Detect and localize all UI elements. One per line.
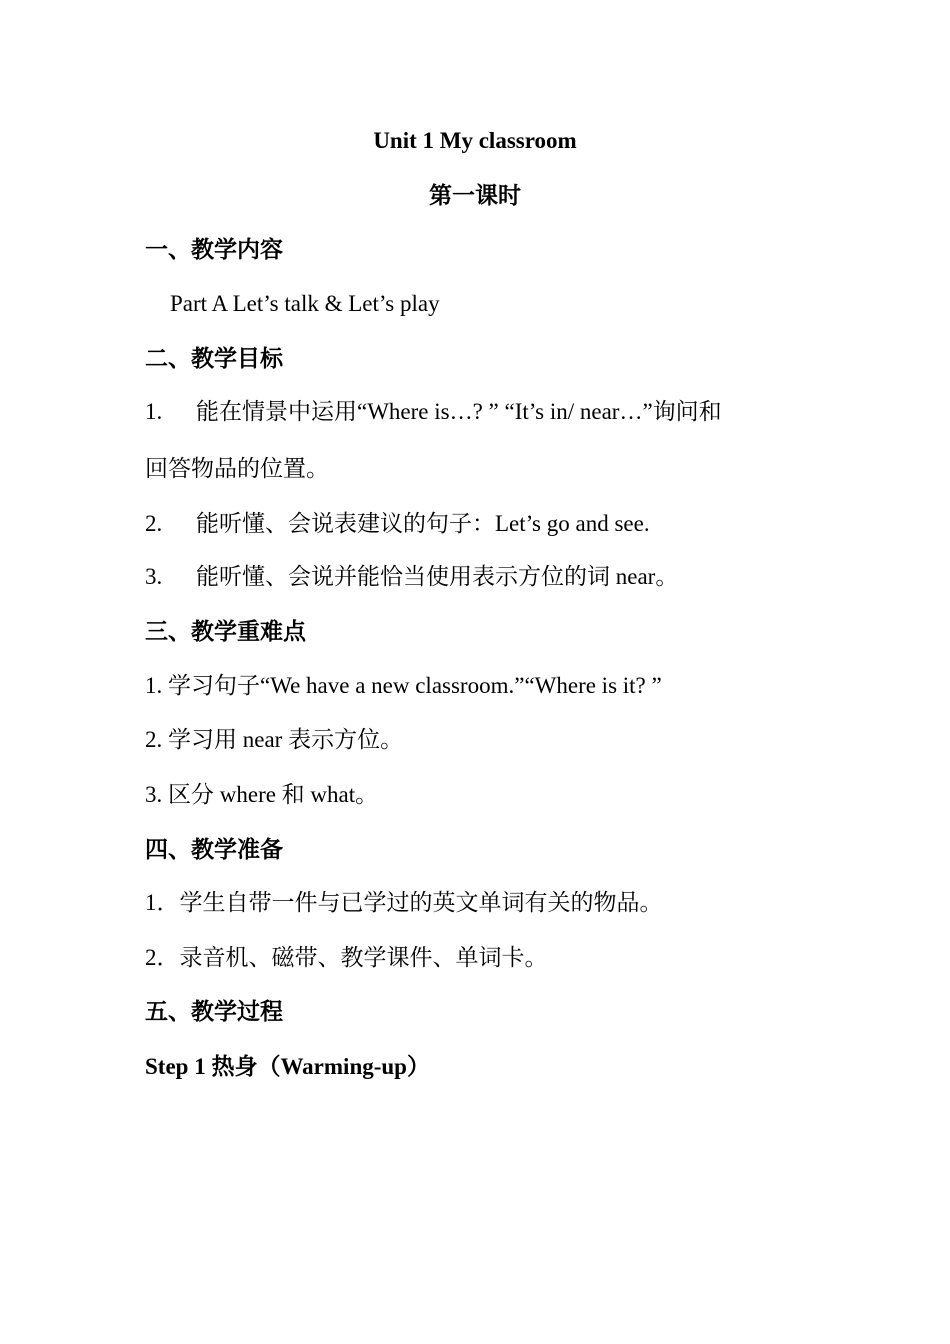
section-heading-key-points: 三、教学重难点 [145,619,306,644]
section-heading-preparation: 四、教学准备 [145,837,283,862]
goal-item-number: 3. [145,564,163,589]
section-heading-goals: 二、教学目标 [145,346,283,371]
key-point-item-2: 2. 学习用 near 表示方位。 [145,727,404,752]
goal-item-number: 2. [145,511,163,536]
goal-item-2 [145,509,650,539]
key-point-item-1: 1. 学习句子“We have a new classroom.”“Where is it? ” [145,673,662,698]
process-step-1: Step 1 热身（Warming-up） [145,1054,430,1079]
goal-item-1-continued: 回答物品的位置。 [145,456,329,481]
preparation-item-2: 2．录音机、磁带、教学课件、单词卡。 [145,945,548,970]
goal-item-text: 能听懂、会说并能恰当使用表示方位的词 near。 [196,564,679,589]
goal-item-3 [145,562,678,592]
goal-item-number: 1. [145,399,163,424]
goal-item-1 [145,397,722,427]
section-heading-content: 一、教学内容 [145,237,283,262]
document-title: Unit 1 My classroom [373,128,577,153]
section-heading-process: 五、教学过程 [145,999,283,1024]
goal-item-text: 能听懂、会说表建议的句子：Let’s go and see. [196,511,650,536]
preparation-item-1: 1．学生自带一件与已学过的英文单词有关的物品。 [145,890,663,915]
key-point-item-3: 3. 区分 where 和 what。 [145,782,379,807]
section-content-text: Part A Let’s talk & Let’s play [170,291,440,316]
goal-item-text: 能在情景中运用“Where is…? ” “It’s in/ near…”询问和 [196,399,722,424]
lesson-subtitle: 第一课时 [429,183,521,208]
